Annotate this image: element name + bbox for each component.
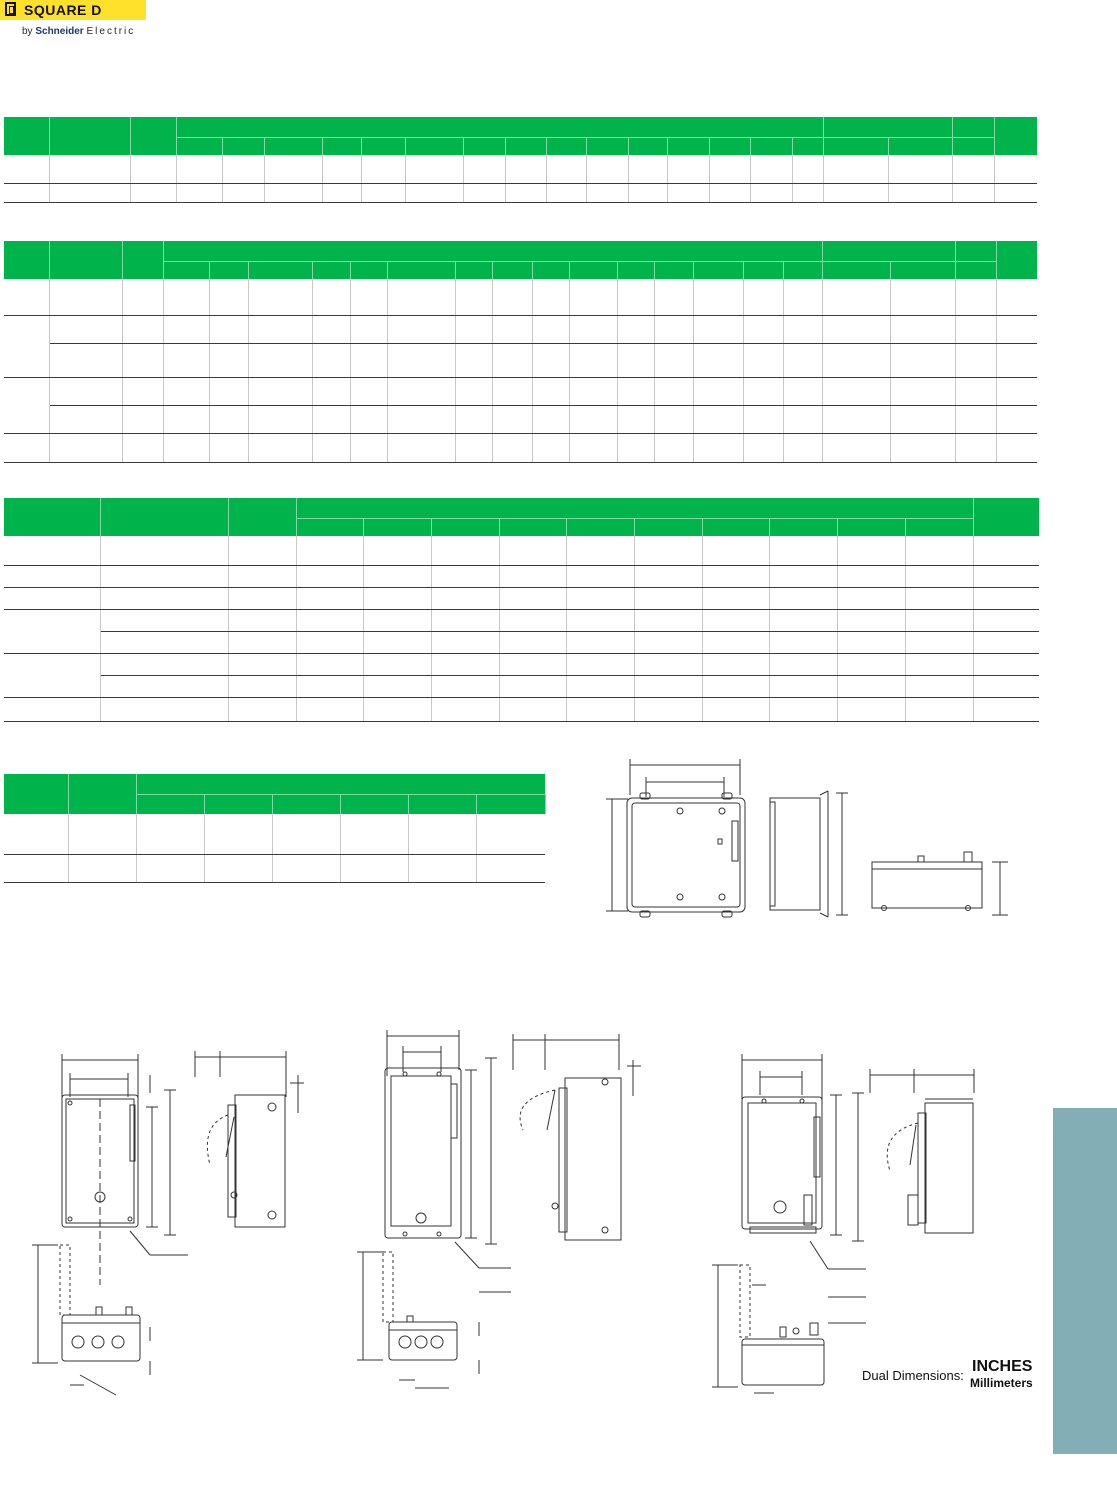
brand-name: SQUARE D	[24, 2, 102, 18]
dual-dimensions-label: Dual Dimensions:	[862, 1368, 964, 1383]
enclosure-drawing-c	[355, 1030, 645, 1405]
tagline-company: Schneider	[35, 26, 84, 37]
square-d-icon	[5, 2, 16, 16]
inches-label: INCHES	[972, 1358, 1033, 1375]
dual-dimensions-legend	[862, 1358, 1038, 1392]
brand-tagline	[22, 26, 135, 37]
enclosure-drawing-b	[30, 1045, 320, 1405]
tagline-suffix: Electric	[86, 26, 136, 37]
spec-table-2	[4, 241, 1037, 463]
side-section-tab	[1053, 1108, 1117, 1454]
spec-table-3	[4, 498, 1039, 722]
millimeters-label: Millimeters	[970, 1376, 1033, 1390]
spec-table-4	[4, 774, 546, 883]
tagline-prefix: by	[22, 26, 33, 37]
enclosure-drawing-a	[600, 755, 1020, 925]
enclosure-drawing-d	[710, 1045, 1000, 1405]
square-d-logo	[0, 0, 146, 46]
spec-table-1	[4, 117, 1037, 203]
